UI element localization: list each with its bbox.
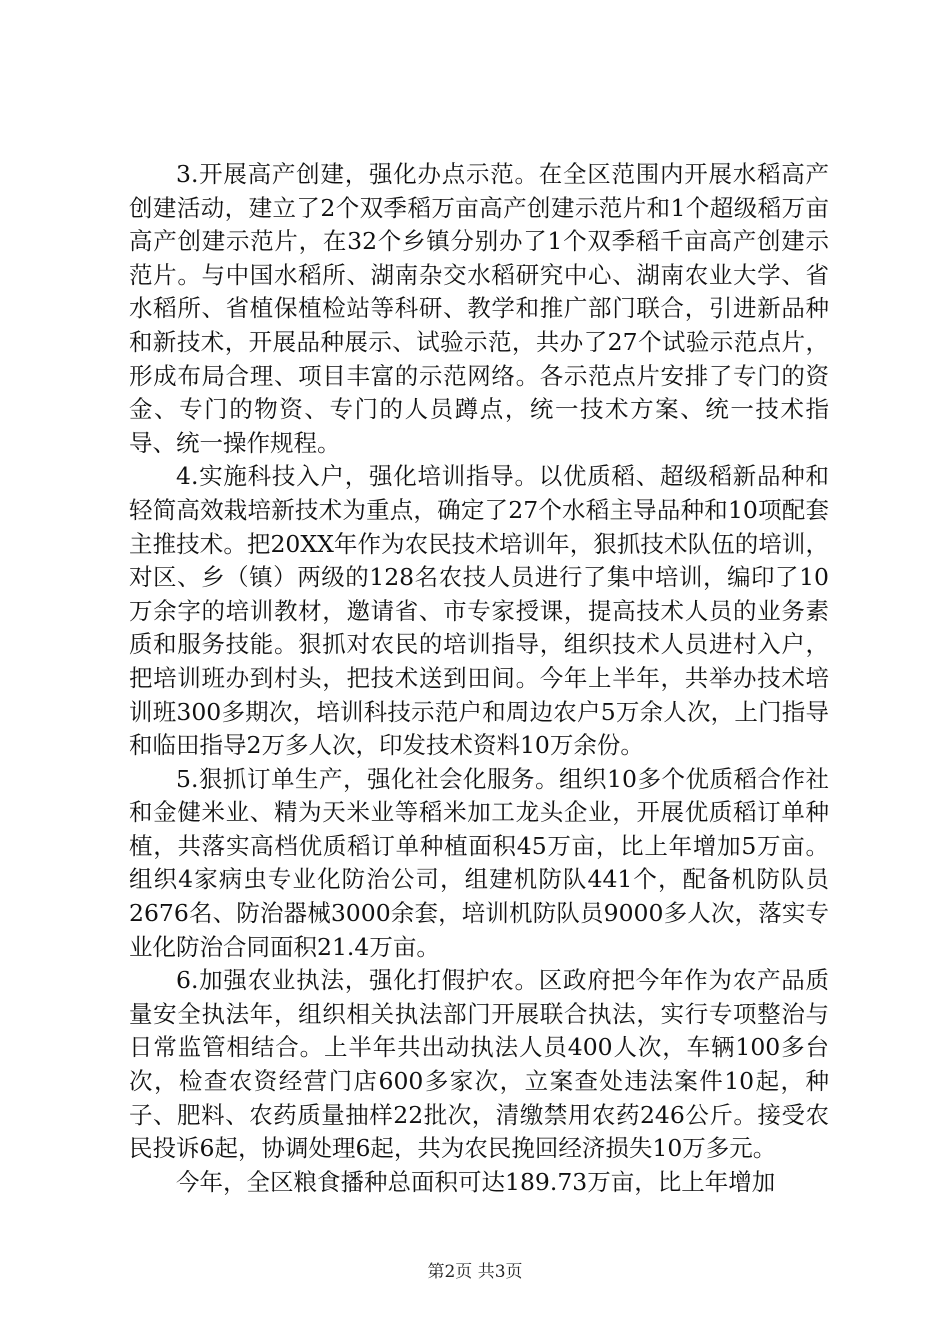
paragraph-order-production: 5.狠抓订单生产，强化社会化服务。组织10多个优质稻合作社和金健米业、精为天米业等稻米加工龙头企业，开展优质稻订单种植，共落实高档优质稻订单种植面积45万亩，比上年增加5万亩。组织4家病虫专业化防治公司，组建机防队441个，配备机防队员2676名、防治器械3000余套，培训机防队员9000多人次，落实专业化防治合同面积21.4万亩。: [129, 764, 829, 961]
paragraph-grain-planting-area: 今年，全区粮食播种总面积可达189.73万亩，比上年增加: [176, 1167, 776, 1196]
paragraph-high-yield-demonstration: 3.开展高产创建，强化办点示范。在全区范围内开展水稻高产创建活动，建立了2个双季稻万亩高产创建示范片和1个超级稻万亩高产创建示范片，在32个乡镇分别办了1个双季稻千亩高产创建示范片。与中国水稻所、湖南杂交水稻研究中心、湖南农业大学、省水稻所、省植保植检站等科研、教学和推广部门联合，引进新品种和新技术，开展品种展示、试验示范，共办了27个试验示范点片，形成布局合理、项目丰富的示范网络。各示范点片安排了专门的资金、专门的物资、专门的人员蹲点，统一技术方案、统一技术指导、统一操作规程。: [129, 160, 829, 457]
document-body: [129, 158, 829, 1199]
paragraph-technology-training: 4.实施科技入户，强化培训指导。以优质稻、超级稻新品种和轻简高效栽培新技术为重点，确定了27个水稻主导品种和10项配套主推技术。把20XX年作为农民技术培训年，狠抓技术队伍的培训，对区、乡（镇）两级的128名农技人员进行了集中培训，编印了10万余字的培训教材，邀请省、市专家授课，提高技术人员的业务素质和服务技能。狠抓对农民的培训指导，组织技术人员进村入户，把培训班办到村头，把技术送到田间。今年上半年，共举办技术培训班300多期次，培训科技示范户和周边农户5万余人次，上门指导和临田指导2万多人次，印发技术资料10万余份。: [129, 462, 829, 760]
page-number-footer: 第2页 共3页: [427, 1262, 523, 1282]
paragraph-agricultural-law-enforcement: 6.加强农业执法，强化打假护农。区政府把今年作为农产品质量安全执法年，组织相关执法部门开展联合执法，实行专项整治与日常监管相结合。上半年共出动执法人员400人次，车辆100多台次，检查农资经营门店600多家次，立案查处违法案件10起，种子、肥料、农药质量抽样22批次，清缴禁用农药246公斤。接受农民投诉6起，协调处理6起，共为农民挽回经济损失10万多元。: [129, 966, 829, 1163]
